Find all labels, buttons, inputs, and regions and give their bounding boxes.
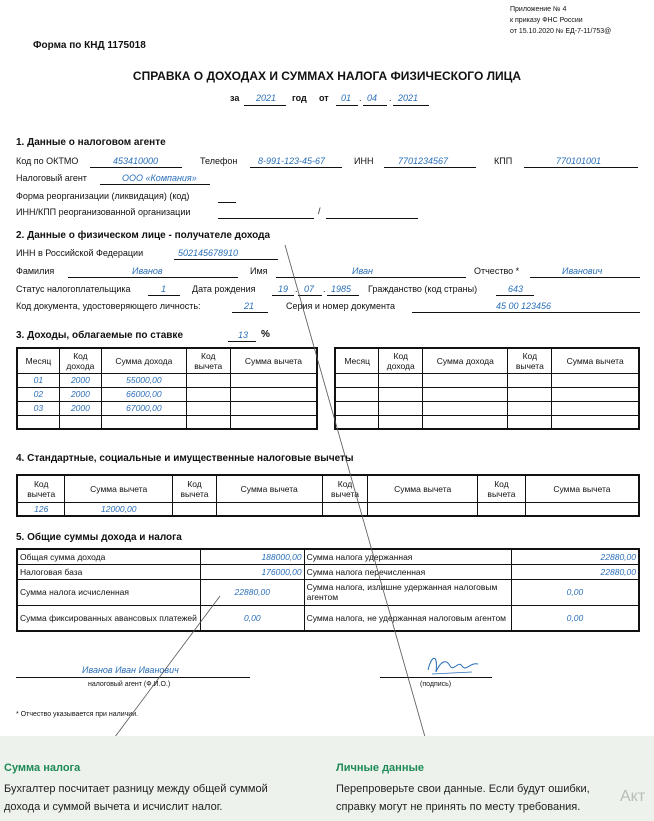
birth-day: 19 (278, 284, 289, 294)
table-row: 01 2000 55000,00 (17, 373, 317, 387)
col-deduct-sum: Сумма вычета (552, 348, 639, 373)
col-income-code: Код дохода (379, 348, 423, 373)
table-row: Налоговая база 176000,00 Сумма налога перечисленная 22880,00 (17, 564, 639, 579)
agent-value: ООО «Компания» (122, 173, 197, 183)
callout-right-text-2: справку могут не принять по месту требования. (336, 801, 581, 813)
callout-left-text-1: Бухгалтер посчитает разницу между общей суммой (4, 783, 268, 795)
col-deduct-sum: Сумма вычета (65, 475, 173, 502)
citizenship-label: Гражданство (код страны) (368, 284, 478, 294)
callout-right-title: Личные данные (336, 762, 424, 774)
footnote: * Отчество указывается при наличии. (16, 711, 139, 718)
col-deduct-code: Код вычета (17, 475, 65, 502)
section5-heading: 5. Общие суммы дохода и налога (16, 532, 182, 543)
col-deduct-sum: Сумма вычета (216, 475, 322, 502)
period-date-year: 2021 (398, 93, 419, 103)
page-title: СПРАВКА О ДОХОДАХ И СУММАХ НАЛОГА ФИЗИЧЕСКОГО ЛИЦА (132, 69, 522, 83)
status-label: Статус налогоплательщика (16, 284, 131, 294)
col-income-sum: Сумма дохода (423, 348, 508, 373)
appendix-line3: от 15.10.2020 № ЕД-7-11/753@ (510, 28, 612, 35)
reorg-slash: / (318, 206, 321, 216)
surname-label: Фамилия (16, 266, 55, 276)
col-income-sum: Сумма дохода (102, 348, 187, 373)
doc-code-label: Код документа, удостоверяющего личность: (16, 301, 201, 311)
person-inn-label: ИНН в Российской Федерации (16, 248, 144, 258)
patronymic-value: Иванович (562, 266, 603, 276)
col-deduct-code: Код вычета (173, 475, 217, 502)
col-deduct-code: Код вычета (322, 475, 368, 502)
status-value: 1 (161, 284, 167, 294)
person-inn-value: 502145678910 (178, 248, 239, 258)
table-row: 03 2000 67000,00 (17, 401, 317, 415)
table-row: Сумма фиксированных авансовых платежей 0,00 Сумма налога, не удержанная налоговым агентом 0,00 (17, 605, 639, 631)
doc-series-label: Серия и номер документа (286, 301, 395, 311)
doc-series-value: 45 00 123456 (496, 301, 552, 311)
col-month: Месяц (335, 348, 379, 373)
col-deduct-sum: Сумма вычета (368, 475, 478, 502)
col-deduct-sum: Сумма вычета (230, 348, 317, 373)
kpp-value: 770101001 (556, 156, 602, 166)
callout-left-text-2: дохода и суммой вычета и исчислит налог. (4, 801, 223, 813)
table-row: 126 12000,00 (17, 502, 639, 516)
name-value: Иван (352, 266, 373, 276)
inn-label: ИНН (354, 156, 374, 166)
agent-label: Налоговый агент (16, 173, 87, 183)
period-god: год (292, 93, 307, 103)
doc-code-value: 21 (244, 301, 255, 311)
col-deduct-sum: Сумма вычета (525, 475, 639, 502)
birth-month: 07 (304, 284, 315, 294)
form-code: Форма по КНД 1175018 (33, 40, 146, 51)
period-ot: от (319, 93, 329, 103)
appendix-line1: Приложение № 4 (510, 6, 567, 13)
table-row: Сумма налога исчисленная 22880,00 Сумма налога, излишне удержанная налоговым агентом 0,00 (17, 579, 639, 605)
rate-percent: % (261, 329, 270, 340)
birth-label: Дата рождения (192, 284, 256, 294)
surname-value: Иванов (132, 266, 163, 276)
phone-label: Телефон (200, 156, 238, 166)
col-deduct-code: Код вычета (186, 348, 230, 373)
tax-calculated-value: 22880,00 (200, 579, 304, 605)
reorg-inn-label: ИНН/КПП реорганизованной организации (16, 207, 191, 217)
section3-heading: 3. Доходы, облагаемые по ставке (16, 330, 184, 341)
inn-value: 7701234567 (398, 156, 449, 166)
period-month: 04 (367, 93, 378, 103)
signatory-name: Иванов Иван Иванович (82, 665, 179, 675)
rate-value: 13 (238, 330, 249, 340)
period-za: за (230, 93, 240, 103)
citizenship-value: 643 (508, 284, 524, 294)
patronymic-label: Отчество * (474, 266, 520, 276)
oktmo-value: 453410000 (113, 156, 159, 166)
name-label: Имя (250, 266, 268, 276)
birth-year: 1985 (331, 284, 352, 294)
col-month: Месяц (17, 348, 59, 373)
reorg-form-label: Форма реорганизации (ликвидация) (код) (16, 191, 190, 201)
appendix-line2: к приказу ФНС России (510, 17, 583, 24)
callout-right-text-1: Перепроверьте свои данные. Если будут ошибки, (336, 783, 590, 795)
col-income-code: Код дохода (59, 348, 101, 373)
phone-value: 8-991-123-45-67 (258, 156, 326, 166)
kpp-label: КПП (494, 156, 513, 166)
oktmo-label: Код по ОКТМО (16, 156, 79, 166)
sign-caption: (подпись) (420, 681, 452, 688)
watermark-text: Акт (620, 788, 646, 805)
col-deduct-code: Код вычета (477, 475, 525, 502)
table-row: 02 2000 66000,00 (17, 387, 317, 401)
section2-heading: 2. Данные о физическом лице - получателе дохода (16, 230, 271, 241)
period-day: 01 (341, 93, 352, 103)
section1-heading: 1. Данные о налоговом агенте (16, 137, 166, 148)
callout-left-title: Сумма налога (4, 762, 81, 774)
table-row: Общая сумма дохода 188000,00 Сумма налога удержанная 22880,00 (17, 549, 639, 564)
col-deduct-code: Код вычета (508, 348, 552, 373)
section4-heading: 4. Стандартные, социальные и имущественные налоговые вычеты (16, 453, 354, 464)
signatory-caption: налоговый агент (Ф.И.О.) (88, 681, 171, 688)
period-year: 2021 (256, 93, 277, 103)
